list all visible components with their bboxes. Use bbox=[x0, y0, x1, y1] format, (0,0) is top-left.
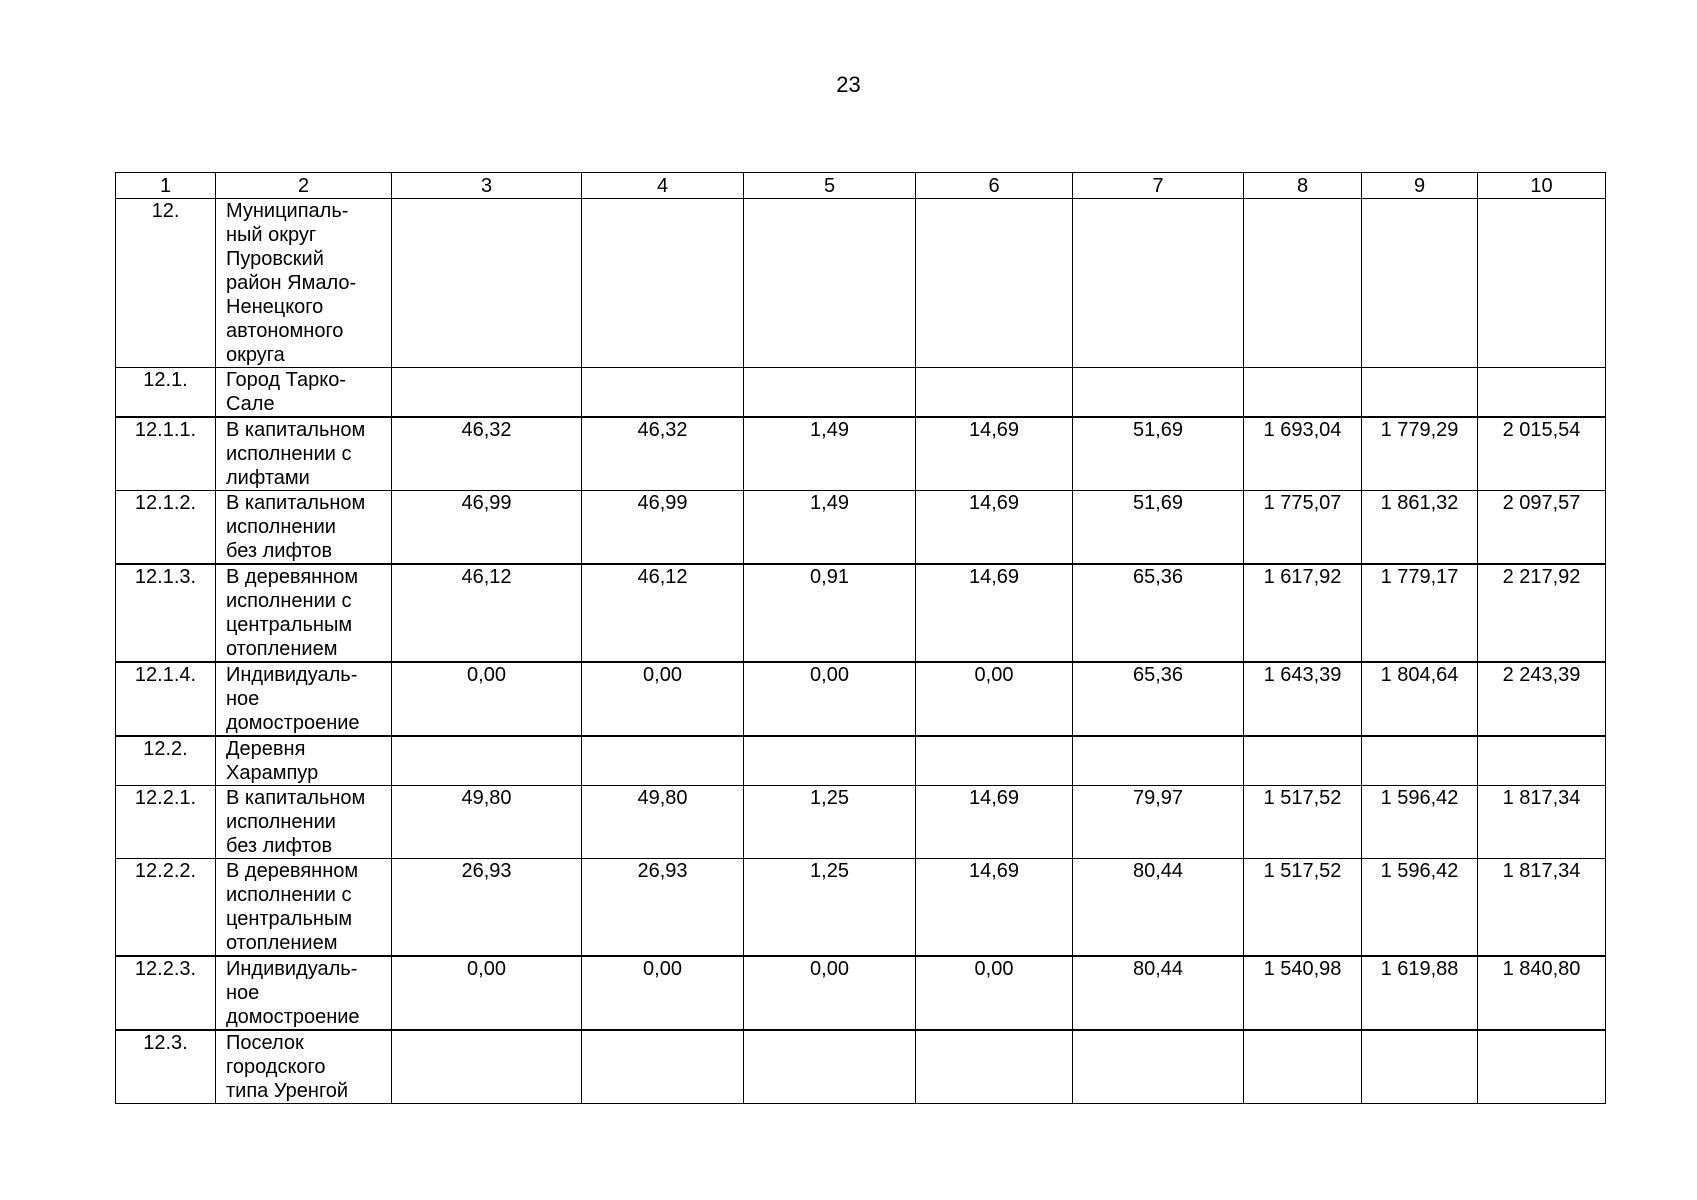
value-cell-col-9 bbox=[1362, 1030, 1478, 1104]
value-cell-col-4: 46,99 bbox=[582, 491, 744, 565]
row-number-cell: 12.2.3. bbox=[116, 956, 216, 1030]
row-number-cell: 12.1.1. bbox=[116, 417, 216, 491]
value-cell-col-3: 46,99 bbox=[392, 491, 582, 565]
value-cell-col-10: 2 097,57 bbox=[1478, 491, 1606, 565]
row-name-cell: Деревня Харампур bbox=[216, 736, 392, 786]
value-cell-col-8: 1 517,52 bbox=[1244, 786, 1362, 859]
value-cell-col-10: 2 217,92 bbox=[1478, 564, 1606, 662]
row-number-cell: 12.2.2. bbox=[116, 859, 216, 957]
value-cell-col-5: 1,25 bbox=[744, 859, 916, 957]
row-number-cell: 12.1. bbox=[116, 368, 216, 418]
value-cell-col-3: 0,00 bbox=[392, 662, 582, 736]
table-row bbox=[116, 199, 1606, 368]
row-name-cell: В капитальном исполнении с лифтами bbox=[216, 417, 392, 491]
row-number-cell: 12.1.4. bbox=[116, 662, 216, 736]
row-number-cell: 12.1.3. bbox=[116, 564, 216, 662]
tariff-table bbox=[115, 172, 1606, 1104]
value-cell-col-9 bbox=[1362, 368, 1478, 418]
value-cell-col-5 bbox=[744, 736, 916, 786]
value-cell-col-5 bbox=[744, 368, 916, 418]
header-cell-5: 5 bbox=[744, 173, 916, 199]
value-cell-col-4: 26,93 bbox=[582, 859, 744, 957]
row-name-cell: Поселок городского типа Уренгой bbox=[216, 1030, 392, 1104]
value-cell-col-10: 2 015,54 bbox=[1478, 417, 1606, 491]
value-cell-col-4 bbox=[582, 736, 744, 786]
value-cell-col-5: 0,91 bbox=[744, 564, 916, 662]
table-row bbox=[116, 736, 1606, 786]
value-cell-col-6: 14,69 bbox=[916, 564, 1073, 662]
table-row bbox=[116, 564, 1606, 662]
table-body bbox=[116, 173, 1606, 1104]
row-name-cell: Индивидуаль- ное домостроение bbox=[216, 956, 392, 1030]
value-cell-col-9: 1 779,17 bbox=[1362, 564, 1478, 662]
value-cell-col-8 bbox=[1244, 1030, 1362, 1104]
table-row bbox=[116, 368, 1606, 418]
table-header-row bbox=[116, 173, 1606, 199]
value-cell-col-3: 0,00 bbox=[392, 956, 582, 1030]
table-row bbox=[116, 859, 1606, 957]
value-cell-col-5: 1,25 bbox=[744, 786, 916, 859]
value-cell-col-9 bbox=[1362, 199, 1478, 368]
value-cell-col-8: 1 617,92 bbox=[1244, 564, 1362, 662]
value-cell-col-4 bbox=[582, 1030, 744, 1104]
value-cell-col-7: 65,36 bbox=[1073, 662, 1244, 736]
value-cell-col-5 bbox=[744, 1030, 916, 1104]
value-cell-col-5 bbox=[744, 199, 916, 368]
value-cell-col-7: 51,69 bbox=[1073, 417, 1244, 491]
value-cell-col-10: 2 243,39 bbox=[1478, 662, 1606, 736]
value-cell-col-3 bbox=[392, 736, 582, 786]
value-cell-col-9: 1 619,88 bbox=[1362, 956, 1478, 1030]
row-number-cell: 12. bbox=[116, 199, 216, 368]
value-cell-col-3: 46,32 bbox=[392, 417, 582, 491]
row-name-cell: Муниципаль- ный округ Пуровский район Ямало- Ненецкого автономного округа bbox=[216, 199, 392, 368]
value-cell-col-10 bbox=[1478, 199, 1606, 368]
row-name-cell: В деревянном исполнении с центральным отоплением bbox=[216, 859, 392, 957]
value-cell-col-6: 14,69 bbox=[916, 417, 1073, 491]
page-number: 23 bbox=[836, 72, 861, 97]
value-cell-col-9: 1 596,42 bbox=[1362, 859, 1478, 957]
value-cell-col-10: 1 817,34 bbox=[1478, 786, 1606, 859]
value-cell-col-3 bbox=[392, 1030, 582, 1104]
value-cell-col-9: 1 779,29 bbox=[1362, 417, 1478, 491]
value-cell-col-6 bbox=[916, 368, 1073, 418]
value-cell-col-10: 1 840,80 bbox=[1478, 956, 1606, 1030]
row-name-cell: Город Тарко- Сале bbox=[216, 368, 392, 418]
value-cell-col-8: 1 643,39 bbox=[1244, 662, 1362, 736]
value-cell-col-4: 0,00 bbox=[582, 956, 744, 1030]
value-cell-col-4 bbox=[582, 368, 744, 418]
value-cell-col-8: 1 775,07 bbox=[1244, 491, 1362, 565]
row-name-cell: Индивидуаль- ное домостроение bbox=[216, 662, 392, 736]
header-cell-2: 2 bbox=[216, 173, 392, 199]
value-cell-col-3: 46,12 bbox=[392, 564, 582, 662]
value-cell-col-9: 1 596,42 bbox=[1362, 786, 1478, 859]
header-cell-8: 8 bbox=[1244, 173, 1362, 199]
value-cell-col-8: 1 693,04 bbox=[1244, 417, 1362, 491]
value-cell-col-6 bbox=[916, 1030, 1073, 1104]
value-cell-col-8: 1 540,98 bbox=[1244, 956, 1362, 1030]
header-cell-4: 4 bbox=[582, 173, 744, 199]
value-cell-col-6: 0,00 bbox=[916, 956, 1073, 1030]
value-cell-col-7 bbox=[1073, 368, 1244, 418]
value-cell-col-3: 26,93 bbox=[392, 859, 582, 957]
header-cell-9: 9 bbox=[1362, 173, 1478, 199]
row-name-cell: В капитальном исполнении без лифтов bbox=[216, 491, 392, 565]
table-row bbox=[116, 1030, 1606, 1104]
table-row bbox=[116, 786, 1606, 859]
value-cell-col-7: 80,44 bbox=[1073, 956, 1244, 1030]
value-cell-col-9: 1 804,64 bbox=[1362, 662, 1478, 736]
value-cell-col-6: 0,00 bbox=[916, 662, 1073, 736]
value-cell-col-9 bbox=[1362, 736, 1478, 786]
value-cell-col-3 bbox=[392, 199, 582, 368]
value-cell-col-7: 65,36 bbox=[1073, 564, 1244, 662]
header-cell-3: 3 bbox=[392, 173, 582, 199]
table-row bbox=[116, 417, 1606, 491]
header-cell-10: 10 bbox=[1478, 173, 1606, 199]
value-cell-col-4 bbox=[582, 199, 744, 368]
table-row bbox=[116, 956, 1606, 1030]
value-cell-col-10 bbox=[1478, 1030, 1606, 1104]
value-cell-col-7 bbox=[1073, 199, 1244, 368]
value-cell-col-7 bbox=[1073, 736, 1244, 786]
row-name-cell: В капитальном исполнении без лифтов bbox=[216, 786, 392, 859]
row-name-cell: В деревянном исполнении с центральным отоплением bbox=[216, 564, 392, 662]
value-cell-col-7: 51,69 bbox=[1073, 491, 1244, 565]
row-number-cell: 12.1.2. bbox=[116, 491, 216, 565]
value-cell-col-10 bbox=[1478, 736, 1606, 786]
value-cell-col-10: 1 817,34 bbox=[1478, 859, 1606, 957]
value-cell-col-8 bbox=[1244, 368, 1362, 418]
header-cell-1: 1 bbox=[116, 173, 216, 199]
value-cell-col-9: 1 861,32 bbox=[1362, 491, 1478, 565]
value-cell-col-6 bbox=[916, 199, 1073, 368]
value-cell-col-8 bbox=[1244, 199, 1362, 368]
value-cell-col-4: 49,80 bbox=[582, 786, 744, 859]
value-cell-col-3: 49,80 bbox=[392, 786, 582, 859]
value-cell-col-7: 79,97 bbox=[1073, 786, 1244, 859]
header-cell-6: 6 bbox=[916, 173, 1073, 199]
value-cell-col-4: 46,32 bbox=[582, 417, 744, 491]
value-cell-col-6: 14,69 bbox=[916, 859, 1073, 957]
value-cell-col-10 bbox=[1478, 368, 1606, 418]
value-cell-col-5: 1,49 bbox=[744, 417, 916, 491]
value-cell-col-5: 0,00 bbox=[744, 956, 916, 1030]
value-cell-col-5: 1,49 bbox=[744, 491, 916, 565]
table-row bbox=[116, 662, 1606, 736]
value-cell-col-7: 80,44 bbox=[1073, 859, 1244, 957]
row-number-cell: 12.2.1. bbox=[116, 786, 216, 859]
value-cell-col-4: 46,12 bbox=[582, 564, 744, 662]
value-cell-col-4: 0,00 bbox=[582, 662, 744, 736]
row-number-cell: 12.2. bbox=[116, 736, 216, 786]
value-cell-col-6: 14,69 bbox=[916, 786, 1073, 859]
value-cell-col-6: 14,69 bbox=[916, 491, 1073, 565]
header-cell-7: 7 bbox=[1073, 173, 1244, 199]
value-cell-col-3 bbox=[392, 368, 582, 418]
value-cell-col-8 bbox=[1244, 736, 1362, 786]
value-cell-col-6 bbox=[916, 736, 1073, 786]
value-cell-col-5: 0,00 bbox=[744, 662, 916, 736]
row-number-cell: 12.3. bbox=[116, 1030, 216, 1104]
value-cell-col-8: 1 517,52 bbox=[1244, 859, 1362, 957]
value-cell-col-7 bbox=[1073, 1030, 1244, 1104]
table-row bbox=[116, 491, 1606, 565]
